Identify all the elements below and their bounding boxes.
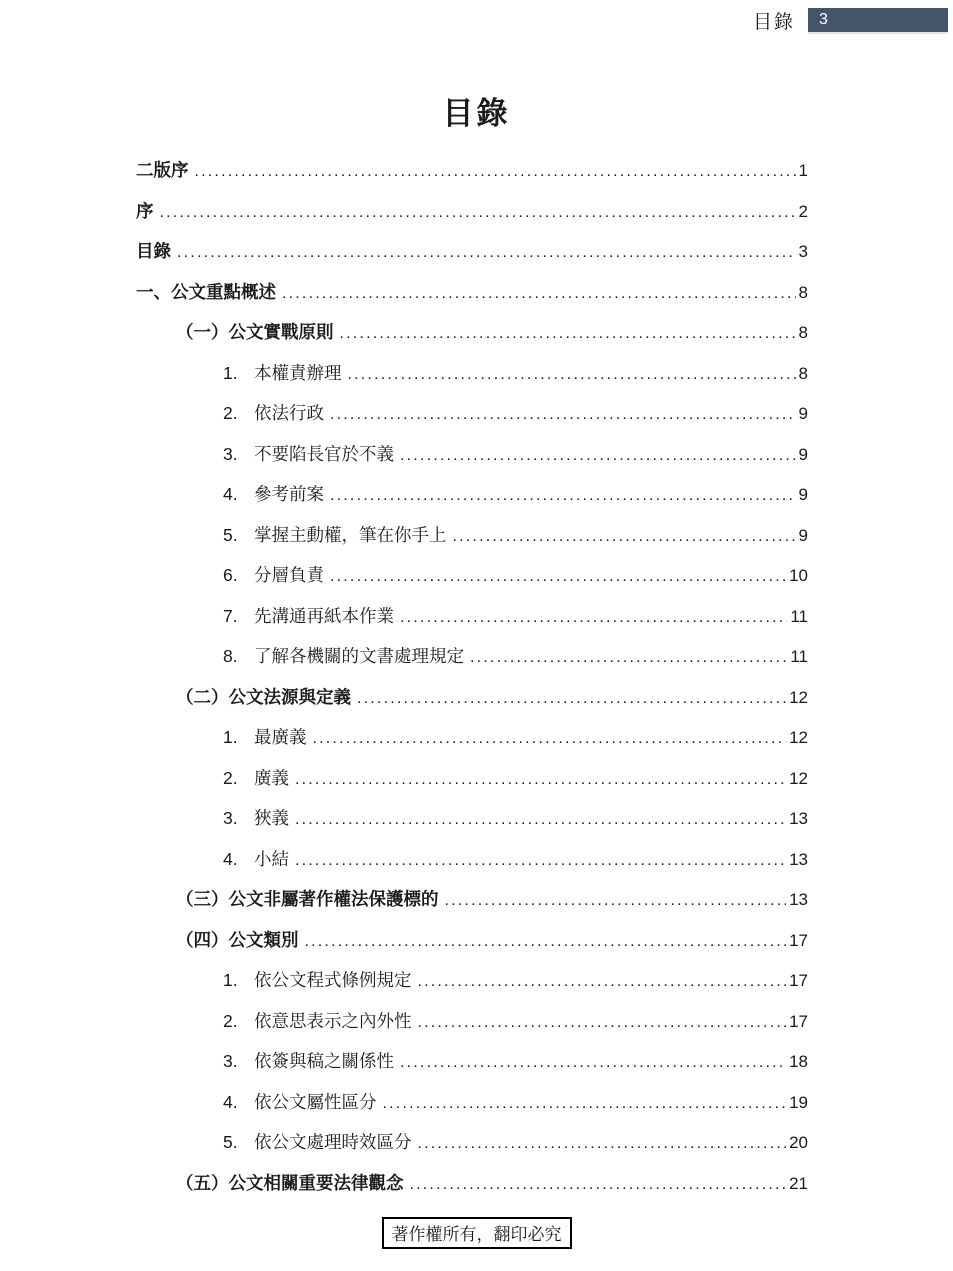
toc-dot-leader [340,314,796,355]
toc-entry-number: 5. [223,1132,238,1152]
toc-entry-label: 目錄 [136,241,171,261]
toc-entry-page: 13 [789,809,808,828]
toc-entry-page: 12 [789,728,808,747]
toc-entry [136,960,808,1001]
toc-entry-page: 8 [798,363,808,383]
toc-entry-page: 20 [789,1133,808,1152]
toc-entry-label: 依公文屬性區分 [254,1091,377,1112]
toc-entry-number: 5. [223,524,238,545]
toc-entry-number: 2. [223,1010,238,1031]
toc-entry-page: 13 [789,849,808,869]
toc-entry-number: 1. [223,727,238,747]
toc-entry-page: 17 [789,1011,808,1031]
toc-dot-leader [410,1165,787,1206]
toc-entry-label: 依意思表示之內外性 [254,1010,412,1031]
toc-entry-label: 不要陷長官於不義 [254,443,394,464]
toc-dot-leader [418,1124,787,1165]
toc-dot-leader [357,679,786,720]
toc-entry-number: 8. [223,646,238,666]
toc-dot-leader [295,841,786,882]
toc-dot-leader [330,476,796,517]
toc-entry-number: 2. [223,403,238,423]
toc-entry-page: 9 [798,525,808,545]
toc-entry-label: 依公文處理時效區分 [254,1132,412,1152]
toc-entry-label: （三）公文非屬著作權法保護標的 [176,889,439,909]
toc-dot-leader [453,517,796,558]
toc-entry-label: 參考前案 [254,484,324,504]
toc-entry [136,1001,808,1042]
toc-entry-number: 3. [223,808,238,828]
toc-entry-page: 9 [798,485,808,504]
toc-dot-leader [418,1003,787,1044]
toc-dot-leader [400,436,796,477]
toc-entry-label: 狹義 [254,808,289,828]
toc-entry-label: 先溝通再紙本作業 [254,605,394,626]
toc-entry-label: （一）公文實戰原則 [176,322,334,342]
toc-entry [136,515,808,556]
toc-entry-number: 1. [223,970,238,990]
toc-entry [136,150,808,191]
toc-entry-label: 依公文程式條例規定 [254,970,412,990]
toc-entry-page: 18 [789,1052,808,1071]
toc-entry-label: 廣義 [254,767,289,788]
toc-entry-page: 9 [798,444,808,464]
page-title: 目錄 [442,96,511,131]
toc-dot-leader [295,800,786,841]
toc-entry-number: 3. [223,443,238,464]
toc-entry-page: 8 [798,282,808,302]
toc-entry [136,555,808,596]
toc-entry [136,636,808,677]
toc-entry-page: 21 [789,1173,808,1193]
toc-entry [136,1041,808,1082]
toc-entry-number: 1. [223,362,238,383]
toc-entry-number: 4. [223,848,238,869]
toc-entry-label: （二）公文法源與定義 [176,686,351,707]
toc-entry [136,393,808,434]
toc-entry-label: （五）公文相關重要法律觀念 [176,1172,404,1193]
toc-entry-page: 8 [798,323,808,342]
running-header [753,7,948,34]
toc-entry [136,272,808,313]
running-header-title: 目錄 [752,12,795,33]
toc-dot-leader [383,1084,787,1125]
toc-entry-label: 一、公文重點概述 [136,281,276,302]
toc-entry-number: 4. [223,484,238,504]
toc-entry [136,677,808,718]
toc-dot-leader [305,922,787,963]
toc-entry [136,353,808,394]
toc-entry-page: 17 [789,971,808,990]
toc-entry [136,1163,808,1204]
toc-entry-label: 了解各機關的文書處理規定 [254,646,464,666]
page-number-badge: 3 [808,8,948,34]
toc-entry-label: 掌握主動權，筆在你手上 [254,524,447,545]
toc-entry [136,1122,808,1163]
toc-entry-label: 本權責辦理 [254,362,342,383]
toc-entry-number: 2. [223,767,238,788]
toc-entry [136,879,808,920]
toc-dot-leader [313,719,787,760]
toc-entry-number: 6. [223,565,238,585]
toc-entry-label: 依簽與稿之關係性 [254,1051,394,1071]
toc-dot-leader [330,395,796,436]
toc-dot-leader [330,557,786,598]
copyright-notice: 著作權所有，翻印必究 [382,1217,572,1249]
toc-entry [136,758,808,799]
toc-entry-page: 17 [789,930,808,950]
toc-entry-label: 二版序 [136,160,189,180]
toc-entry [136,474,808,515]
toc-entry [136,920,808,961]
toc-entry [136,798,808,839]
toc-list [136,150,808,1203]
toc-entry-number: 4. [223,1091,238,1112]
toc-dot-leader [445,881,787,922]
toc-entry-number: 3. [223,1051,238,1071]
toc-entry [136,839,808,880]
toc-dot-leader [177,233,796,274]
toc-dot-leader [282,274,796,315]
toc-entry-label: 最廣義 [254,727,307,747]
toc-dot-leader [400,1043,786,1084]
toc-entry-label: 序 [136,200,154,221]
toc-entry [136,231,808,272]
toc-entry [136,191,808,232]
toc-entry [136,717,808,758]
toc-entry-label: 小結 [254,848,289,869]
toc-entry-page: 12 [789,768,808,788]
toc-entry-page: 11 [790,647,808,666]
toc-entry [136,596,808,637]
toc-entry-page: 2 [798,201,808,221]
toc-dot-leader [295,760,786,801]
toc-dot-leader [195,152,796,193]
toc-dot-leader [418,962,787,1003]
toc-entry-page: 10 [789,566,808,585]
toc-entry-label: 依法行政 [254,403,324,423]
toc-entry-page: 9 [798,404,808,423]
toc-entry-page: 13 [789,890,808,909]
toc-entry-number: 7. [223,605,238,626]
toc-dot-leader [348,355,796,396]
toc-entry [136,312,808,353]
toc-dot-leader [470,638,787,679]
toc-entry [136,1082,808,1123]
toc-entry-page: 3 [798,242,808,261]
toc-entry-label: （四）公文類別 [176,929,299,950]
toc-dot-leader [400,598,787,639]
toc-entry [136,434,808,475]
toc-entry-page: 12 [789,687,808,707]
toc-entry-page: 1 [798,161,808,180]
toc-dot-leader [160,193,796,234]
toc-entry-page: 19 [789,1092,808,1112]
toc-entry-label: 分層負責 [254,565,324,585]
toc-entry-page: 11 [790,606,808,626]
